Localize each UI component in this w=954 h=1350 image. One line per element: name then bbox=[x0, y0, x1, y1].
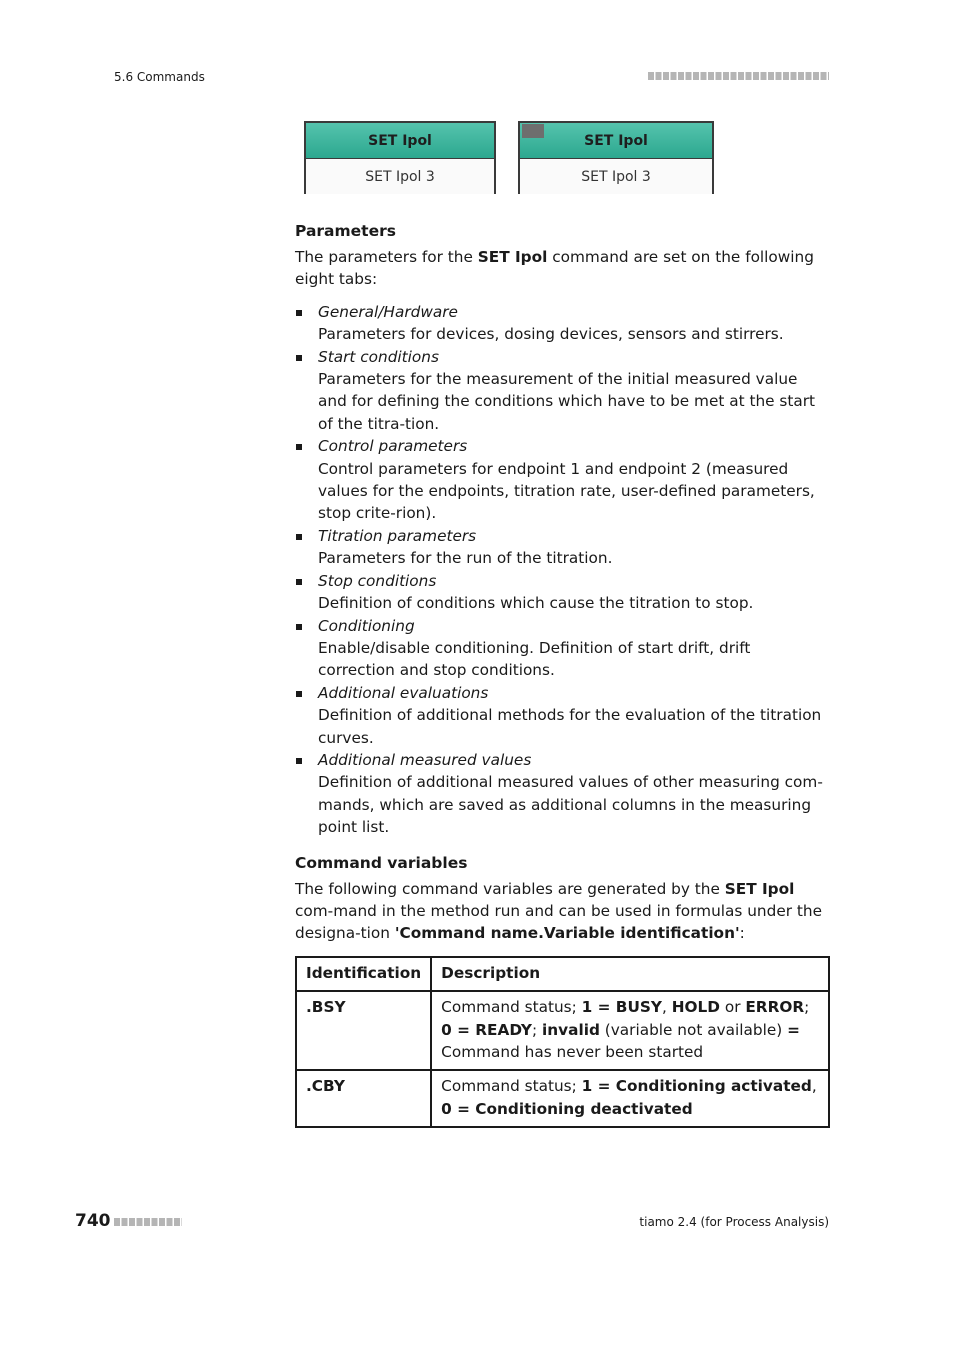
footer-product: tiamo 2.4 (for Process Analysis) bbox=[639, 1215, 829, 1229]
list-item bbox=[295, 435, 830, 525]
tab-description: Parameters for devices, dosing devices, sensors and stirrers. bbox=[318, 325, 784, 344]
command-icon-name: SET Ipol 3 bbox=[520, 159, 712, 194]
list-item bbox=[295, 682, 830, 749]
tab-title: Conditioning bbox=[318, 616, 415, 635]
command-variables-heading: Command variables bbox=[295, 853, 468, 872]
command-icon-title bbox=[520, 123, 712, 159]
tab-description: Parameters for the run of the titration. bbox=[318, 549, 613, 568]
footer-decoration bbox=[114, 1218, 182, 1226]
variable-id: .CBY bbox=[296, 1070, 431, 1127]
list-item bbox=[295, 615, 830, 682]
list-item bbox=[295, 525, 830, 570]
table-row bbox=[296, 991, 829, 1070]
column-header-description: Description bbox=[431, 957, 829, 991]
command-icon-name: SET Ipol 3 bbox=[306, 159, 494, 194]
tab-title: Stop conditions bbox=[318, 571, 437, 590]
column-header-identification: Identification bbox=[296, 957, 431, 991]
table-header-row bbox=[296, 957, 829, 991]
command-icon-set-ipol-flagged bbox=[518, 121, 714, 194]
tab-title: Start conditions bbox=[318, 347, 439, 366]
command-icon-title-text: SET Ipol bbox=[584, 132, 648, 149]
tab-description: Enable/disable conditioning. Definition of start drift, drift correction and stop conditions. bbox=[318, 638, 751, 680]
list-item bbox=[295, 346, 830, 436]
variable-description: Command status; 1 = Conditioning activated, 0 = Conditioning deactivated bbox=[431, 1070, 829, 1127]
command-variables-intro: The following command variables are generated by the SET Ipol com-mand in the method run and can be used in formulas under the designa-tion 'Command name.Variable identification': bbox=[295, 879, 822, 943]
tab-description: Parameters for the measurement of the initial measured value and for defining the conditions which have to be met at the start of the titra-tion. bbox=[318, 370, 816, 433]
tab-title: Titration parameters bbox=[318, 526, 477, 545]
tab-list bbox=[295, 301, 830, 839]
parameters-intro: The parameters for the SET Ipol command are set on the following eight tabs: bbox=[295, 248, 814, 289]
command-icon-set-ipol bbox=[304, 121, 496, 194]
tab-description: Definition of conditions which cause the titration to stop. bbox=[318, 594, 754, 613]
flag-icon bbox=[522, 124, 544, 138]
tab-title: General/Hardware bbox=[318, 302, 458, 321]
running-header-section: 5.6 Commands bbox=[114, 70, 205, 84]
main-content bbox=[295, 220, 830, 1128]
tab-description: Control parameters for endpoint 1 and endpoint 2 (measured values for the endpoints, titration rate, user-defined parameters, stop crite-rion). bbox=[318, 459, 815, 523]
tab-title: Additional evaluations bbox=[318, 683, 489, 702]
tab-title: Additional measured values bbox=[318, 750, 532, 769]
command-icon-title: SET Ipol bbox=[306, 123, 494, 159]
list-item bbox=[295, 570, 830, 615]
list-item bbox=[295, 749, 830, 839]
header-decoration bbox=[648, 72, 829, 80]
tab-description: Definition of additional measured values of other measuring com-mands, which are saved as additional columns in the measuring point list. bbox=[318, 773, 823, 837]
parameters-heading: Parameters bbox=[295, 222, 396, 240]
variable-id: .BSY bbox=[296, 991, 431, 1070]
tab-title: Control parameters bbox=[318, 437, 468, 456]
variable-description: Command status; 1 = BUSY, HOLD or ERROR; 0 = READY; invalid (variable not available) = Command has never been started bbox=[431, 991, 829, 1070]
page-number: 740 bbox=[75, 1211, 111, 1231]
tab-description: Definition of additional methods for the evaluation of the titration curves. bbox=[318, 706, 822, 747]
table-row bbox=[296, 1070, 829, 1127]
list-item bbox=[295, 301, 830, 346]
variables-table bbox=[295, 956, 830, 1128]
